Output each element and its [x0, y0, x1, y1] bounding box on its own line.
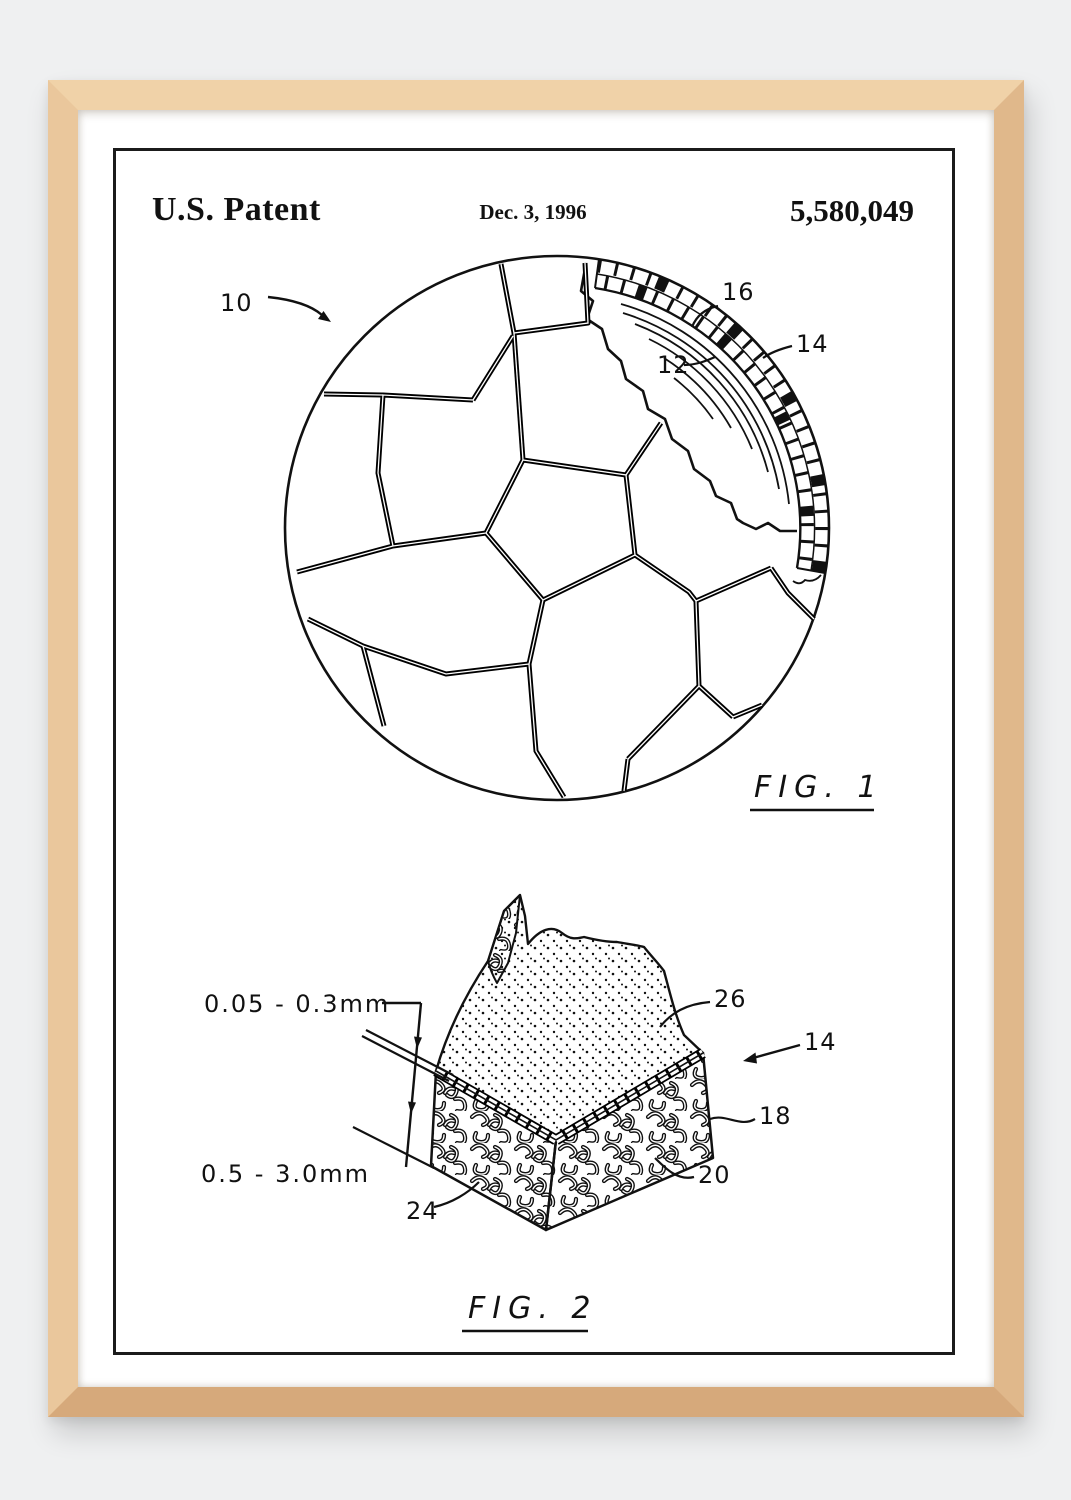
patent-number: 5,580,049: [790, 193, 914, 228]
dimension-thick-label: 0.5 - 3.0mm: [201, 1160, 371, 1188]
fig2-label-24: 24: [406, 1197, 439, 1225]
patent-title: U.S. Patent: [152, 191, 321, 228]
fig2-leader-14: [753, 1045, 800, 1058]
fig2-label-18: 18: [759, 1102, 792, 1130]
fig1-leader-14: [763, 346, 792, 358]
ball-outline: [285, 256, 829, 800]
fig2-caption: FIG. 2: [468, 1291, 598, 1326]
fig1-label-12: 12: [657, 351, 690, 379]
patent-date: Dec. 3, 1996: [479, 200, 587, 224]
fig2-leader-18: [710, 1118, 755, 1122]
fig1-leader-10: [268, 297, 322, 315]
fig2-label-14: 14: [804, 1028, 837, 1056]
poster-paper: [78, 110, 994, 1387]
fig1-caption: FIG. 1: [754, 770, 884, 805]
fig2-label-20: 20: [698, 1161, 731, 1189]
fig2-arrowhead-14: [743, 1053, 757, 1064]
fig1-label-10: 10: [220, 289, 253, 317]
patent-plate-border: [113, 148, 955, 1355]
ball-torn-edge: [581, 263, 797, 531]
wood-frame: [48, 80, 1024, 1417]
fig1-soccer-ball: [220, 256, 884, 810]
dimension-thin-label: 0.05 - 0.3mm: [204, 990, 391, 1018]
fig1-label-14: 14: [796, 330, 829, 358]
fig1-label-16: 16: [722, 278, 755, 306]
fig2-label-26: 26: [714, 985, 747, 1013]
fig2-cross-section: [201, 895, 837, 1331]
patent-drawing: [116, 151, 952, 1352]
